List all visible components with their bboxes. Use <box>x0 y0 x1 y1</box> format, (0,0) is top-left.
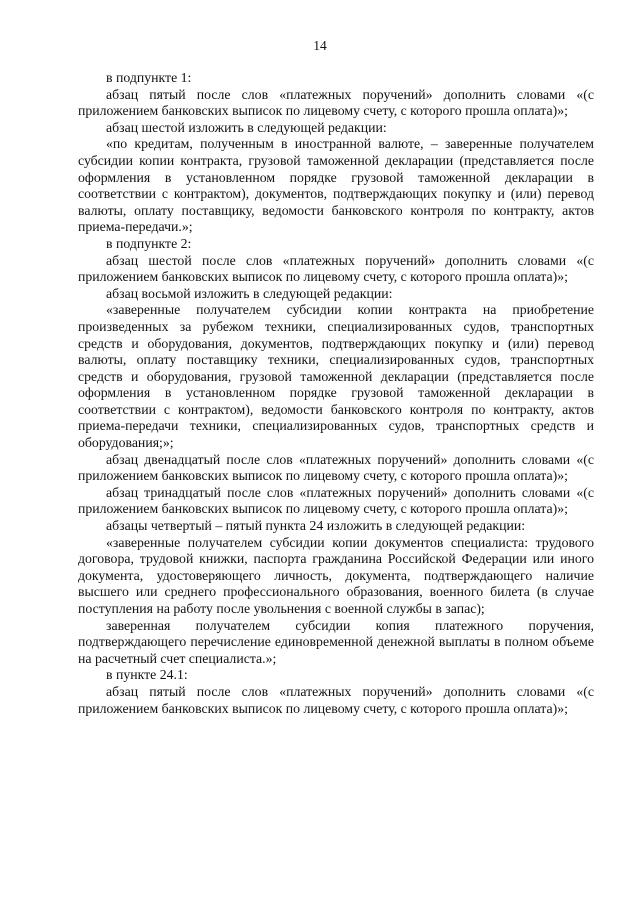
paragraph-5: в подпункте 2: <box>106 235 192 251</box>
paragraph-2: абзац пятый после слов «платежных поручений» дополнить словами «(с приложением банковских выписок по лицевому счету, с которого прошла оплата)»; <box>78 86 594 119</box>
paragraph-9: абзац двенадцатый после слов «платежных поручений» дополнить словами «(с приложением банковских выписок по лицевому счету, с которого прошла оплата)»; <box>78 451 594 484</box>
paragraph-8: «заверенные получателем субсидии копии контракта на приобретение произведенных за рубежом техники, специализированных судов, транспортных средств и оборудования, документов, подтверждающих покупку и (или) перевод валюты, оплату поставщику техники, специализированных судов, транспортных средств и оборудования, грузовой таможенной декларации (представляется после оформления в установленном порядке грузовой таможенной декларации в соответствии с контрактом), ведомости банковского контроля по контракту, актов приема-передачи техники, специализированных судов, транспортных средств и оборудования;»; <box>78 302 594 451</box>
paragraph-11: абзацы четвертый – пятый пункта 24 изложить в следующей редакции: <box>106 518 526 534</box>
page-number: 14 <box>313 38 327 53</box>
paragraph-4: «по кредитам, полученным в иностранной валюте, – заверенные получателем субсидии копии контракта, грузовой таможенной декларации (представляется после оформления в установленном порядке грузовой таможенной декларации в соответствии с контрактом), документов, подтверждающих покупку и (или) перевод валюты, оплату поставщику, ведомости банковского контроля по контракту, актов приема-передачи.»; <box>78 136 594 235</box>
paragraph-3: абзац шестой изложить в следующей редакции: <box>106 119 387 135</box>
paragraph-10: абзац тринадцатый после слов «платежных поручений» дополнить словами «(с приложением банковских выписок по лицевому счету, с которого прошла оплата)»; <box>78 484 594 517</box>
paragraph-6: абзац шестой после слов «платежных поручений» дополнить словами «(с приложением банковских выписок по лицевому счету, с которого прошла оплата)»; <box>78 252 594 285</box>
paragraph-15: абзац пятый после слов «платежных поручений» дополнить словами «(с приложением банковских выписок по лицевому счету, с которого прошла оплата)»; <box>78 683 594 716</box>
paragraph-1: в подпункте 1: <box>106 70 192 85</box>
paragraph-7: абзац восьмой изложить в следующей редакции: <box>106 285 393 301</box>
paragraph-14: в пункте 24.1: <box>106 667 188 683</box>
document-body <box>78 70 594 717</box>
paragraph-12: «заверенные получателем субсидии копии документов специалиста: трудового договора, трудовой книжки, паспорта гражданина Российской Федерации или иного документа, удостоверяющего личность, документа, подтверждающего наличие высшего или среднего профессионального образования, военного билета (в случае поступления на работу после увольнения с военной службы в запас); <box>78 534 594 616</box>
paragraph-13: заверенная получателем субсидии копия платежного поручения, подтверждающего перечисление единовременной денежной выплаты в полном объеме на расчетный счет специалиста.»; <box>78 617 594 666</box>
